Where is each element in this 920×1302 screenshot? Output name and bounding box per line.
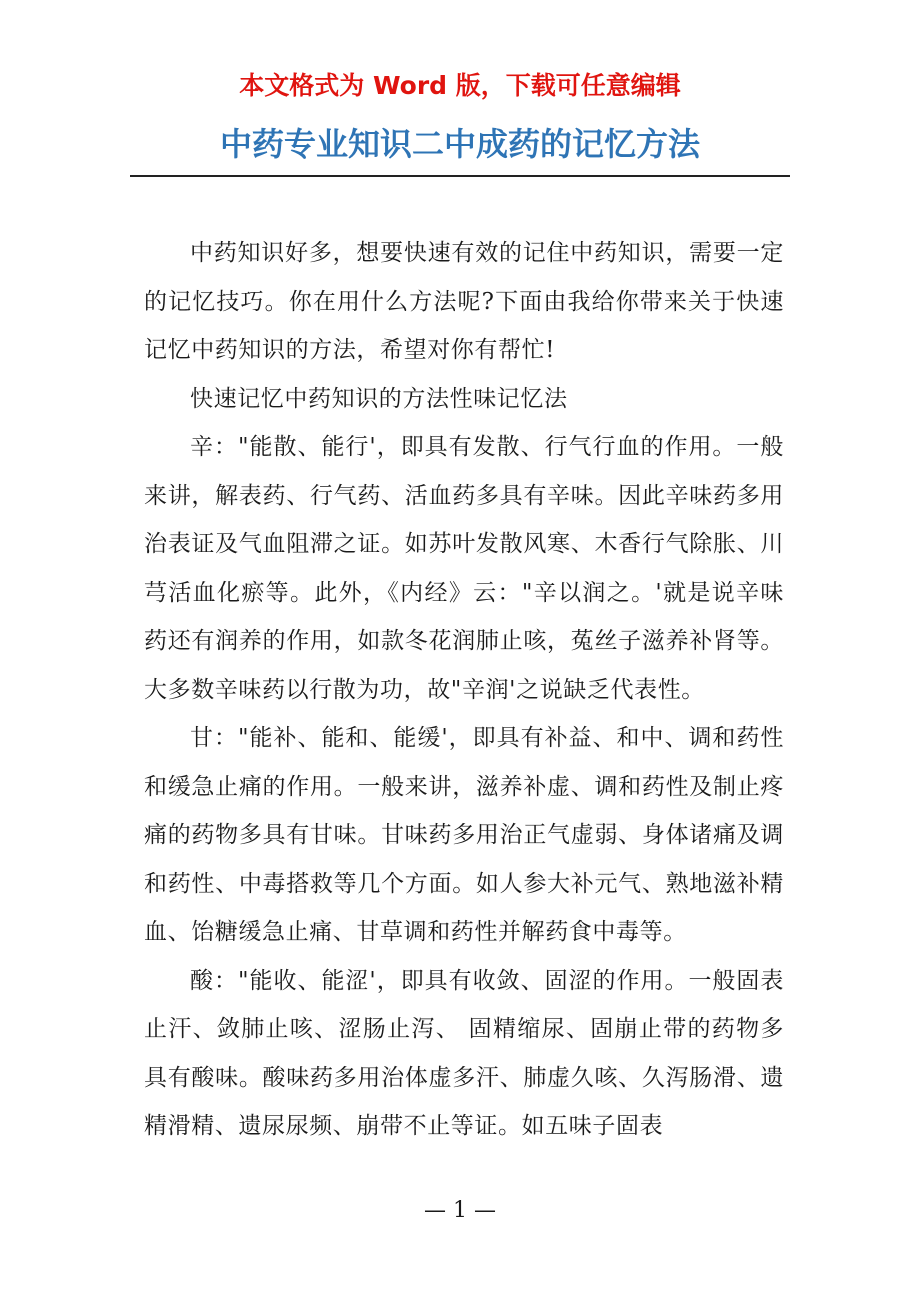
section-heading: 快速记忆中药知识的方法性味记忆法	[190, 385, 568, 412]
title-divider	[130, 175, 790, 177]
paragraph-xin: 辛："能散、能行'，即具有发散、行气行血的作用。一般来讲，解表药、行气药、活血药多具有辛味。因此辛味药多用治表证及气血阻滞之证。如苏叶发散风寒、木香行气除胀、川芎活血化瘀等。此外，《内经》云："辛以润之。'就是说辛味药还有润养的作用，如款冬花润肺止咳，菟丝子滋养补肾等。大多数辛味药以行散为功，故"辛润'之说缺乏代表性。	[144, 434, 784, 703]
document-body	[144, 229, 784, 1151]
paragraph-suan: 酸："能收、能涩'，即具有收敛、固涩的作用。一般固表止汗、敛肺止咳、涩肠止泻、 固精缩尿、固崩止带的药物多具有酸味。酸味药多用治体虚多汗、肺虚久咳、久泻肠滑、遗 精滑精、遗尿尿频、崩带不止等证。如五味子固表	[144, 967, 784, 1139]
page-number: — 1 —	[424, 1198, 496, 1223]
word-format-notice: 本文格式为 Word 版，下载可任意编辑	[239, 71, 681, 100]
document-title: 中药专业知识二中成药的记忆方法	[219, 125, 700, 163]
paragraph-gan: 甘："能补、能和、能缓'，即具有补益、和中、调和药性和缓急止痛的作用。一般来讲，滋养补虚、调和药性及制止疼痛的药物多具有甘味。甘味药多用治正气虚弱、身体诸痛及调和药性、中毒搭救等几个方面。如人参大补元气、熟地滋补精血、饴糖缓急止痛、甘草调和药性并解药食中毒等。	[144, 725, 784, 945]
intro-paragraph: 中药知识好多，想要快速有效的记住中药知识，需要一定的记忆技巧。你在用什么方法呢?下面由我给你带来关于快速记忆中药知识的方法，希望对你有帮忙!	[144, 240, 784, 363]
